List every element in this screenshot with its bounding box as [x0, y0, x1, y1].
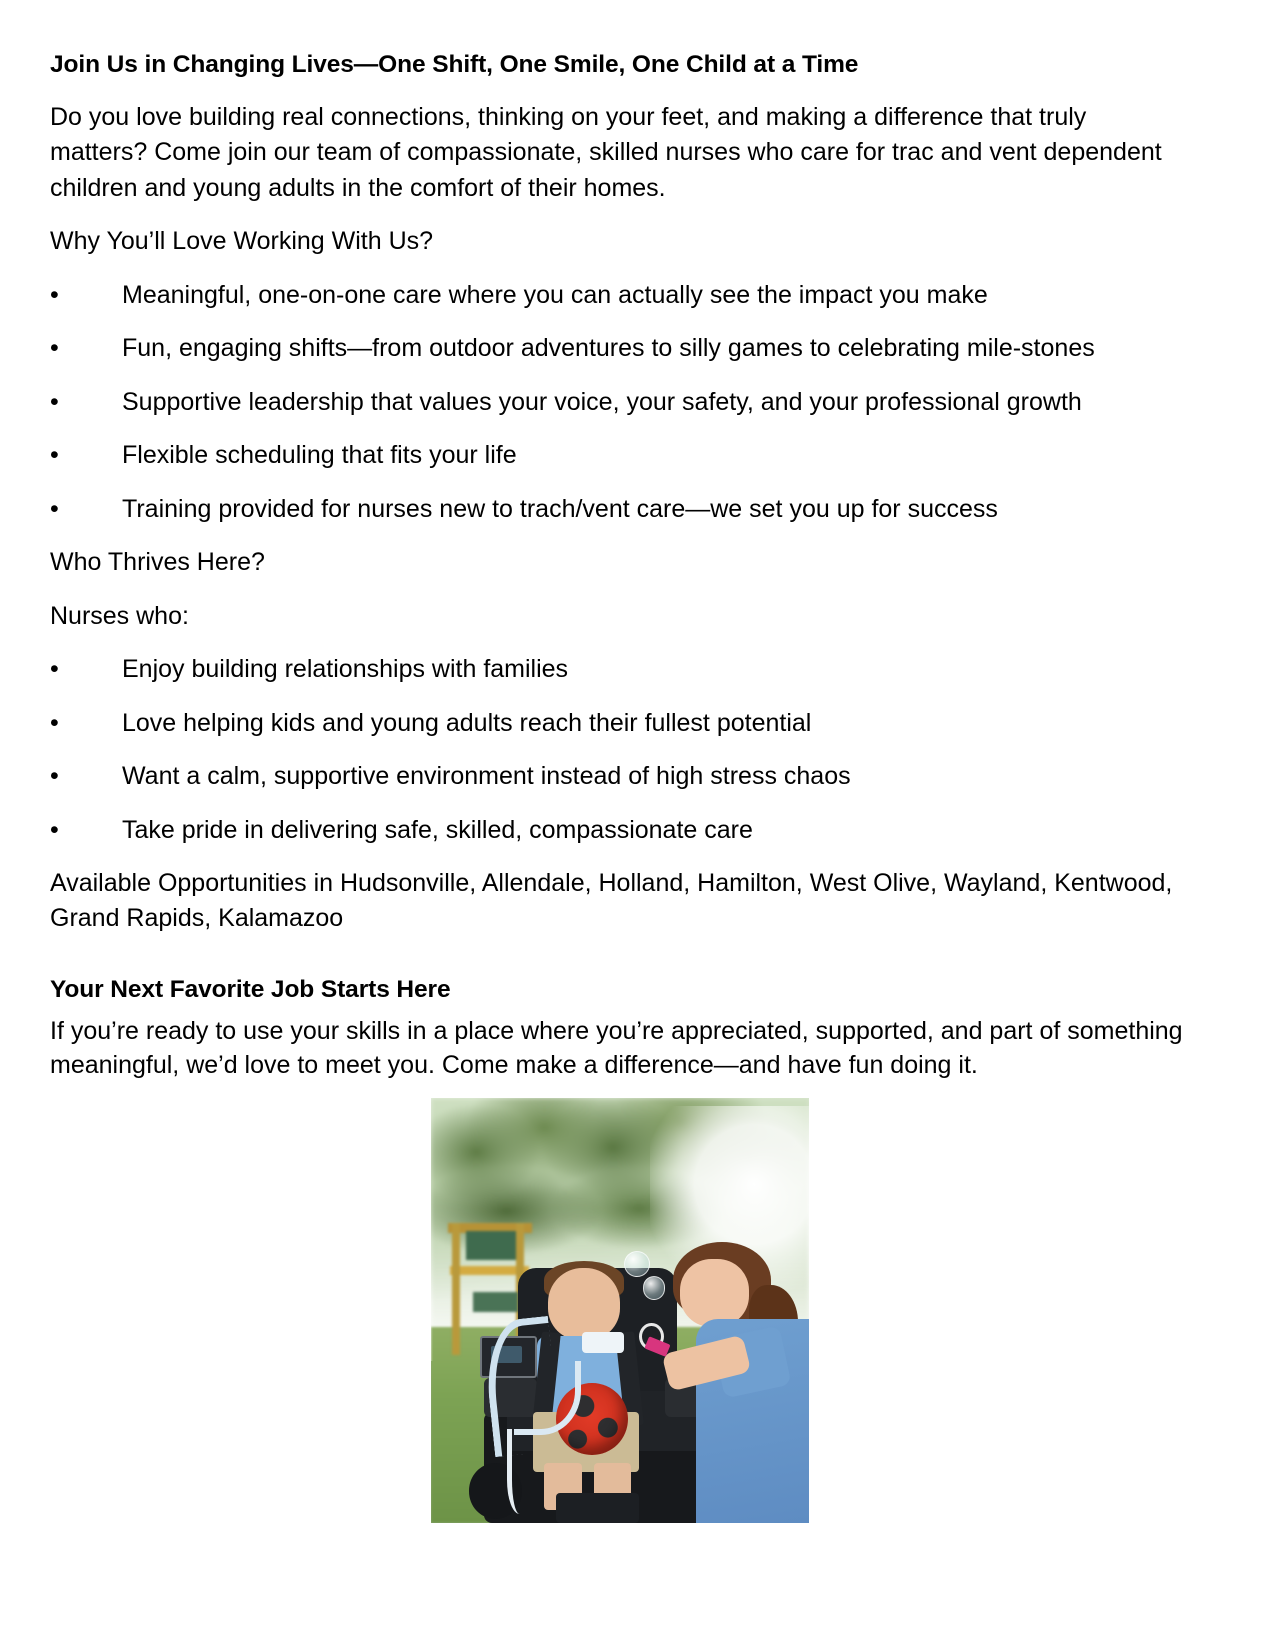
closing-paragraph: If you’re ready to use your skills in a place where you’re appreciated, supported, and part of something meaningful, we’d love to meet you. Come make a difference—and have fun doing it. — [50, 1017, 1183, 1079]
photo-vent-tubing-drop — [507, 1429, 538, 1514]
list-item-text: Flexible scheduling that fits your life — [122, 441, 517, 470]
photo-nurse-head — [680, 1259, 748, 1327]
bullet-marker-icon: • — [50, 441, 59, 470]
photo-trach-collar — [582, 1332, 624, 1353]
list-item-text: Love helping kids and young adults reach their fullest potential — [122, 708, 812, 737]
section-two-title: Who Thrives Here? — [50, 548, 265, 577]
photo-bubble — [643, 1276, 666, 1299]
bullet-marker-icon: • — [50, 815, 59, 844]
list-item — [50, 759, 1190, 795]
bullet-marker-icon: • — [50, 708, 59, 737]
section-one-title: Why You’ll Love Working With Us? — [50, 227, 434, 256]
list-item — [50, 438, 1190, 474]
photo-child-head — [548, 1268, 620, 1340]
list-item-text: Training provided for nurses new to trach/vent care—we set you up for success — [122, 494, 998, 523]
list-item — [50, 706, 1190, 742]
bullet-marker-icon: • — [50, 280, 59, 309]
closing-heading: Your Next Favorite Job Starts Here — [50, 976, 451, 1004]
list-item — [50, 652, 1190, 688]
list-item-text: Fun, engaging shifts—from outdoor adventures to silly games to celebrating mile-stones — [122, 334, 1095, 363]
section-two-lead: Nurses who: — [50, 601, 189, 630]
intro-paragraph: Do you love building real connections, thinking on your feet, and making a difference that truly matters? Come join our team of compassionate, skilled nurses who care for trac and vent dependent children and young adults in the comfort of their homes. — [50, 102, 1162, 202]
photo-container — [50, 1098, 1190, 1523]
list-item — [50, 813, 1190, 849]
list-item-text: Take pride in delivering safe, skilled, compassionate care — [122, 815, 753, 844]
bullet-marker-icon: • — [50, 494, 59, 523]
locations-paragraph: Available Opportunities in Hudsonville, Allendale, Holland, Hamilton, West Olive, Wayland, Kentwood, Grand Rapids, Kalamazoo — [50, 869, 1173, 932]
page-title: Join Us in Changing Lives—One Shift, One Smile, One Child at a Time — [50, 51, 859, 78]
qualities-bullet-list — [50, 652, 1190, 848]
list-item — [50, 278, 1190, 314]
nurse-and-child-photo — [431, 1098, 809, 1523]
list-item — [50, 492, 1190, 528]
list-item-text: Want a calm, supportive environment instead of high stress chaos — [122, 762, 851, 791]
bullet-marker-icon: • — [50, 387, 59, 416]
bullet-marker-icon: • — [50, 655, 59, 684]
photo-wheelchair-footplate — [556, 1493, 639, 1523]
bullet-marker-icon: • — [50, 334, 59, 363]
list-item-text: Supportive leadership that values your voice, your safety, and your professional growth — [122, 387, 1082, 416]
list-item-text: Meaningful, one-on-one care where you can actually see the impact you make — [122, 280, 988, 309]
list-item-text: Enjoy building relationships with families — [122, 655, 569, 684]
list-item — [50, 385, 1190, 421]
bullet-marker-icon: • — [50, 762, 59, 791]
list-item — [50, 331, 1190, 367]
benefits-bullet-list — [50, 278, 1190, 528]
